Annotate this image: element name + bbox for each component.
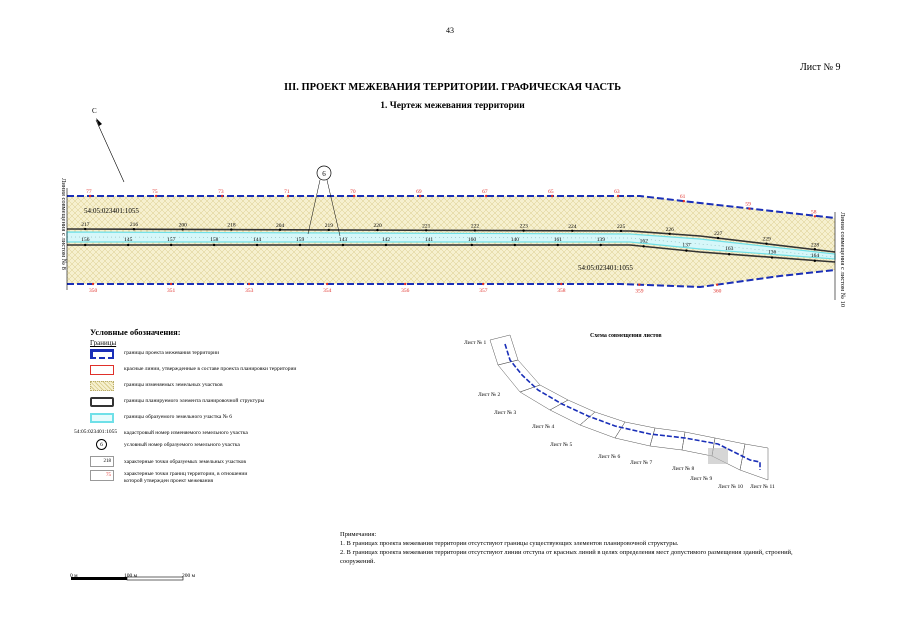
- scheme-current-sheet: [708, 448, 728, 464]
- point-marker: [256, 244, 258, 246]
- point-label: 159: [296, 237, 305, 243]
- joint-label-right: Линия совмещения с листом № 10: [839, 212, 846, 308]
- scale-label-0: 0 м: [70, 573, 78, 579]
- point-label: 136: [767, 249, 777, 256]
- point-label: 353: [245, 288, 254, 294]
- scheme-sheet-label: Лист № 7: [630, 460, 653, 466]
- point-marker: [170, 283, 172, 285]
- legend-label: характерные точки границ территории, в отношении которой утвержден проект межевания: [124, 471, 248, 484]
- point-label: 65: [548, 189, 554, 195]
- point-label: 358: [557, 288, 566, 294]
- plot-number: 6: [322, 170, 326, 178]
- cadastral-label-bottom: 54:05:023401:1055: [578, 264, 633, 272]
- point-marker: [638, 284, 640, 286]
- point-label: 350: [89, 288, 98, 294]
- point-label: 222: [470, 223, 480, 230]
- point-marker: [385, 244, 387, 246]
- legend-symbol-red-line: [90, 365, 114, 375]
- point-marker: [685, 249, 687, 251]
- legend-point-sample: 218: [90, 456, 114, 467]
- point-label: 228: [810, 242, 820, 249]
- point-marker: [425, 229, 427, 231]
- legend-red-point-sample: 75: [90, 470, 114, 481]
- legend-symbol-planning: [90, 397, 114, 407]
- scheme-labels: [464, 340, 775, 490]
- point-marker: [560, 283, 562, 285]
- point-label: 217: [81, 222, 90, 229]
- point-marker: [571, 230, 573, 232]
- point-label: 143: [338, 237, 348, 243]
- point-marker: [683, 200, 685, 202]
- point-marker: [728, 253, 730, 255]
- point-label: 156: [81, 237, 90, 243]
- point-marker: [127, 244, 129, 246]
- point-label: 67: [482, 189, 488, 195]
- point-label: 73: [218, 189, 224, 195]
- legend-item-red-points: [90, 470, 390, 486]
- point-marker: [428, 244, 430, 246]
- point-marker: [155, 195, 157, 197]
- point-marker: [557, 244, 559, 246]
- point-marker: [287, 195, 289, 197]
- point-marker: [617, 195, 619, 197]
- legend-label: границы образуемого земельного участка № 6: [124, 414, 233, 420]
- point-marker: [230, 228, 232, 230]
- point-marker: [213, 244, 215, 246]
- point-marker: [765, 242, 767, 244]
- point-label: 140: [510, 237, 520, 243]
- point-marker: [248, 283, 250, 285]
- point-marker: [474, 229, 476, 231]
- point-marker: [600, 244, 602, 246]
- point-label: 63: [614, 189, 620, 195]
- page-subtitle: 1. Чертеж межевания территории: [380, 101, 525, 111]
- scheme-frame: [740, 444, 768, 480]
- legend-label: кадастровый номер изменяемого земельного участка: [124, 430, 248, 436]
- legend-item-red-line: [90, 365, 390, 379]
- point-label: 357: [479, 288, 488, 294]
- legend-label: условный номер образуемого земельного участка: [124, 442, 240, 448]
- point-label: 69: [416, 189, 422, 195]
- point-marker: [716, 284, 718, 286]
- point-marker: [814, 215, 816, 217]
- point-label: 161: [553, 237, 563, 243]
- point-marker: [328, 229, 330, 231]
- point-marker: [419, 195, 421, 197]
- point-label: 354: [323, 288, 332, 294]
- point-marker: [471, 244, 473, 246]
- point-label: 359: [635, 288, 644, 295]
- legend-symbol-boundary: [90, 349, 114, 359]
- point-marker: [514, 244, 516, 246]
- scheme-sheet-label: Лист № 4: [532, 424, 555, 430]
- point-marker: [342, 244, 344, 246]
- point-marker: [279, 229, 281, 231]
- scheme-frame: [550, 400, 595, 425]
- point-label: 200: [178, 222, 187, 229]
- point-marker: [642, 245, 644, 247]
- scheme-sheet-label: Лист № 8: [672, 466, 695, 472]
- scale-label-200: 200 м: [182, 573, 196, 579]
- point-marker: [404, 283, 406, 285]
- note-1: 1. В границах проекта межевания территории отсутствуют границы существующих элементов планировочной структуры.: [340, 540, 679, 547]
- point-label: 225: [616, 223, 626, 230]
- north-label: С: [92, 107, 97, 115]
- point-marker: [376, 229, 378, 231]
- scheme-map: [450, 330, 790, 500]
- scheme-sheet-label: Лист № 9: [690, 476, 713, 482]
- point-marker: [748, 208, 750, 210]
- point-label: 157: [167, 237, 176, 243]
- point-marker: [620, 230, 622, 232]
- point-marker: [92, 283, 94, 285]
- scheme-sheet-label: Лист № 11: [750, 484, 775, 490]
- legend-label: границы проекта межевания территории: [124, 350, 220, 356]
- point-label: 216: [129, 222, 139, 229]
- scheme-sheet-label: Лист № 10: [718, 484, 744, 490]
- legend-title: Условные обозначения:: [90, 327, 181, 337]
- point-marker: [717, 237, 719, 239]
- point-label: 145: [124, 237, 133, 243]
- point-label: 70: [350, 189, 356, 195]
- point-label: 226: [665, 226, 674, 233]
- cadastral-label-top: 54:05:023401:1055: [84, 207, 139, 215]
- point-marker: [814, 248, 816, 250]
- point-label: 224: [568, 223, 577, 230]
- point-marker: [170, 244, 172, 246]
- point-marker: [221, 195, 223, 197]
- notes: [340, 530, 800, 566]
- point-label: 141: [424, 237, 434, 243]
- legend-item-boundary: [90, 349, 390, 363]
- point-label: 221: [422, 223, 431, 230]
- legend-item-hatch: [90, 381, 390, 395]
- point-marker: [551, 195, 553, 197]
- point-marker: [84, 228, 86, 230]
- point-label: 351: [167, 288, 176, 294]
- point-label: 204: [276, 222, 285, 229]
- point-label: 218: [227, 222, 236, 229]
- scheme-frame: [490, 335, 518, 365]
- point-marker: [299, 244, 301, 246]
- point-label: 223: [519, 223, 528, 230]
- point-marker: [485, 195, 487, 197]
- scheme-title: Схема совмещения листов: [590, 333, 662, 339]
- point-marker: [181, 228, 183, 230]
- page-number: 43: [446, 26, 454, 35]
- legend-number-circle: 6: [96, 439, 107, 450]
- sheet-label: Лист № 9: [800, 62, 841, 73]
- point-label: 142: [381, 237, 391, 243]
- point-label: 158: [210, 237, 219, 243]
- point-marker: [668, 233, 670, 235]
- scheme-sheet-label: Лист № 2: [478, 392, 501, 398]
- scheme-frame: [650, 428, 685, 450]
- legend-section: Границы: [90, 339, 117, 347]
- legend-label: характерные точки образуемых земельных участков: [124, 459, 246, 465]
- point-marker: [133, 228, 135, 230]
- point-marker: [326, 283, 328, 285]
- point-label: 356: [401, 288, 410, 294]
- north-arrow: [96, 120, 124, 182]
- point-label: 219: [324, 222, 334, 229]
- scale-seg-1: [71, 577, 127, 580]
- legend-item-plot: [90, 413, 390, 427]
- legend-symbol-hatch: [90, 381, 114, 391]
- scale-label-100: 100 м: [124, 573, 138, 579]
- point-label: 164: [810, 252, 820, 259]
- scheme-sheet-label: Лист № 3: [494, 410, 517, 416]
- point-label: 75: [152, 189, 158, 195]
- point-label: 227: [714, 231, 723, 238]
- point-marker: [84, 244, 86, 246]
- point-marker: [482, 283, 484, 285]
- point-label: 58: [810, 209, 817, 216]
- scheme-frame: [520, 385, 568, 410]
- legend-item-plot-number: [90, 439, 390, 453]
- legend-cadastral-sample: 54:05:023401:1055: [74, 429, 118, 435]
- point-marker: [814, 260, 816, 262]
- point-marker: [353, 195, 355, 197]
- point-marker: [89, 195, 91, 197]
- legend-symbol-plot: [90, 413, 114, 423]
- scheme-sheet-label: Лист № 6: [598, 454, 621, 460]
- legend-label: красные линии, утвержденные в составе проекта планировки территории: [124, 366, 297, 372]
- point-label: 162: [639, 238, 648, 245]
- legend-item-planning: [90, 397, 390, 411]
- point-marker: [771, 256, 773, 258]
- notes-heading: Примечания:: [340, 531, 377, 538]
- page-title: III. ПРОЕКТ МЕЖЕВАНИЯ ТЕРРИТОРИИ. ГРАФИЧЕСКАЯ ЧАСТЬ: [283, 82, 622, 93]
- scheme-sheet-label: Лист № 1: [464, 340, 487, 346]
- legend-item-points: [90, 456, 390, 470]
- point-label: 71: [284, 189, 290, 195]
- point-label: 137: [682, 242, 691, 249]
- point-label: 77: [86, 189, 92, 195]
- point-label: 61: [679, 194, 686, 201]
- point-label: 144: [253, 237, 262, 243]
- point-label: 220: [373, 223, 382, 230]
- point-marker: [522, 229, 524, 231]
- point-label: 139: [596, 237, 605, 243]
- point-label: 229: [762, 236, 771, 243]
- legend-label: границы планируемого элемента планировочной структуры: [124, 398, 265, 404]
- point-label: 160: [467, 237, 477, 243]
- point-label: 360: [713, 288, 722, 295]
- point-label: 59: [745, 201, 751, 208]
- note-2: 2. В границах проекта межевания территории отсутствуют линии отступа от красных линий в целях определения мест допустимого размещения зданий, строений, сооружений.: [340, 549, 793, 565]
- scheme-sheet-label: Лист № 5: [550, 442, 573, 448]
- point-label: 163: [725, 246, 734, 253]
- joint-label-left: Линия совмещения с листом № 8: [60, 178, 67, 270]
- legend-label: границы изменяемых земельных участков: [124, 382, 223, 388]
